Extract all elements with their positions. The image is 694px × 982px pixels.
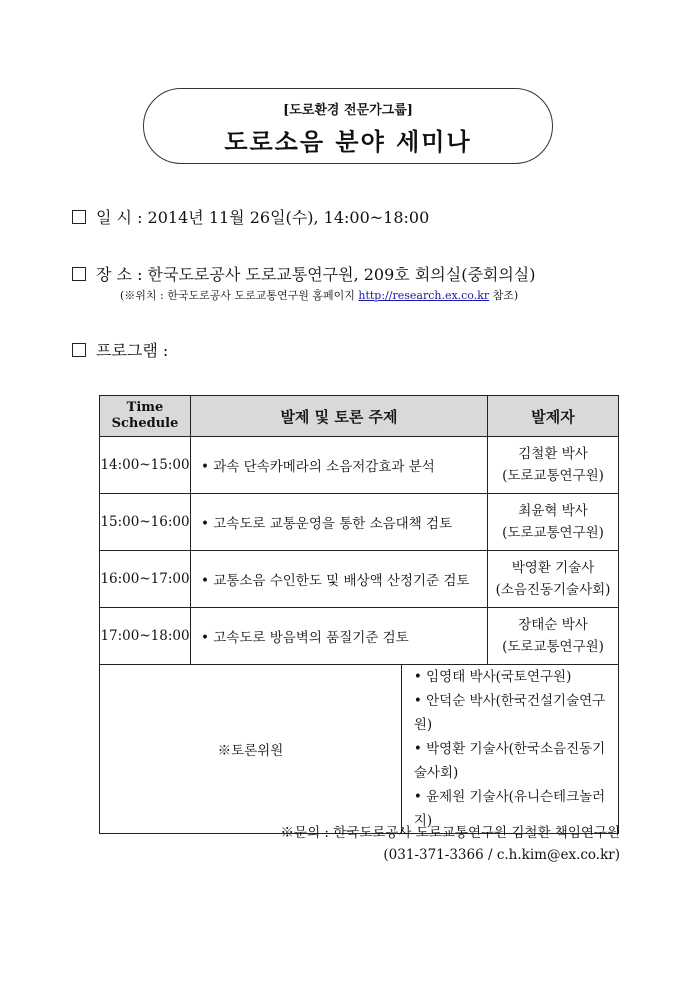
row-topic: • 교통소음 수인한도 및 배상액 산정기준 검토 [191,551,488,608]
title-box [143,88,553,164]
location-note [120,287,518,303]
row-topic: • 고속도로 방음벽의 품질기준 검토 [191,608,488,665]
row-presenter [488,494,619,551]
checkbox-icon [72,210,86,224]
presenter-org: (도로교통연구원) [502,639,604,655]
row-presenter [488,608,619,665]
presenter-org: (도로교통연구원) [502,468,604,484]
presenter-name: 박영환 기술사 [511,560,595,576]
date-text: 일 시 : 2014년 11월 26일(수), 14:00~18:00 [96,208,430,227]
header-time [100,396,191,437]
header-time-line2: Schedule [111,416,179,431]
note-prefix: (※위치 : 한국도로공사 도로교통연구원 홈페이지 [120,289,359,302]
presenter-org: (소음진동기술사회) [495,582,611,598]
list-item: • 안덕순 박사(한국건설기술연구원) [413,693,606,733]
presenter-name: 김철환 박사 [518,446,588,462]
title-subtitle: [도로환경 전문가그룹] [283,103,413,118]
contact-line1: ※문의 : 한국도로공사 도로교통연구원 김철환 책임연구원 [280,825,620,841]
list-item: • 임영태 박사(국토연구원) [413,669,572,685]
title-main: 도로소음 분야 세미나 [224,127,472,156]
row-presenter [488,551,619,608]
presenter-org: (도로교통연구원) [502,525,604,541]
row-topic: • 고속도로 교통운영을 통한 소음대책 검토 [191,494,488,551]
note-suffix: 참조) [489,289,519,302]
checkbox-icon [72,267,86,281]
program-table [99,395,619,834]
header-presenter: 발제자 [488,396,619,437]
list-item: • 윤제원 기술사(유니슨테크놀러지) [413,789,606,829]
row-time: 14:00~15:00 [100,437,191,494]
place-line [72,262,536,285]
program-line [72,338,168,361]
row-time: 16:00~17:00 [100,551,191,608]
header-topic: 발제 및 토론 주제 [191,396,488,437]
table-row [100,437,619,494]
table-row [100,494,619,551]
contact-info [281,822,620,866]
presenter-name: 장태순 박사 [518,617,588,633]
homepage-link[interactable]: http://research.ex.co.kr [358,289,490,302]
place-text: 장 소 : 한국도로공사 도로교통연구원, 209호 회의실(중회의실) [96,265,536,284]
contact-line2: (031-371-3366 / c.h.kim@ex.co.kr) [383,847,620,863]
checkbox-icon [72,343,86,357]
discussion-row [100,665,619,834]
discussion-members [401,665,618,834]
discussion-label: ※토론위원 [100,665,402,834]
row-presenter [488,437,619,494]
list-item: • 박영환 기술사(한국소음진동기술사회) [413,741,606,781]
date-line [72,205,429,228]
presenter-name: 최윤혁 박사 [518,503,588,519]
table-row [100,551,619,608]
table-row [100,608,619,665]
table-header-row [100,396,619,437]
row-time: 17:00~18:00 [100,608,191,665]
header-time-line1: Time [126,400,164,415]
row-topic: • 과속 단속카메라의 소음저감효과 분석 [191,437,488,494]
program-label: 프로그램 : [96,341,169,360]
row-time: 15:00~16:00 [100,494,191,551]
